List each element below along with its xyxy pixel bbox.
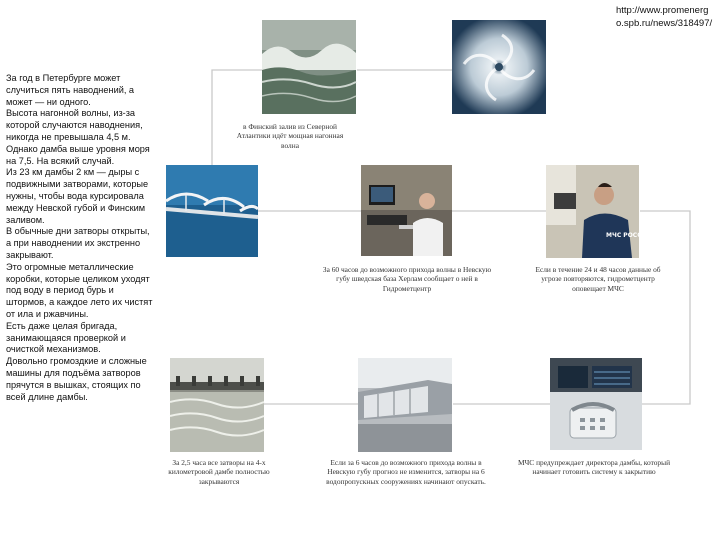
caption-dam-close: За 2,5 часа все затворы на 4-х километровой дамбе полностью закрываются [168,458,270,486]
control-room-node [550,358,642,450]
cyclone-node [452,20,546,114]
left-text-line: В обычные дни затворы открыты, а при наводнении их экстренно закрывают. [6,226,150,260]
connector-mchs-control [640,211,690,404]
dam-bridge-node [166,165,258,257]
cyclone-satellite-icon [452,20,546,114]
mchs-officer-icon [546,165,652,258]
gate-structure-icon [358,358,452,452]
dam-bridge-icon [166,165,258,257]
left-text-line: Из 23 км дамбы 2 км — дыры с подвижными затворами, которые нужны, чтобы вода курсировала между Невской губой и Финским заливом. [6,167,149,225]
hydromet-operator-icon [361,165,452,256]
left-text-line: Есть даже целая бригада, занимающаяся проверкой и очисткой механизмов. [6,320,126,355]
left-description [6,73,156,403]
caption-mchs: Если в течение 24 и 48 часов данные об угрозе повторяются, гидрометцентр оповещает МЧС [535,265,661,293]
left-text-line: Довольно громоздкие и сложные машины для подъёма затворов прячутся в вышках, стоящих по всей длине дамбы. [6,356,147,402]
storm-wave-icon [262,20,356,114]
gate-node [358,358,452,452]
caption-director: МЧС предупреждает директора дамбы, который начинает готовить систему к закрытию [517,458,671,477]
sluice-node [170,358,264,452]
source-url[interactable]: http://www.promenergo.spb.ru/news/318497/ [616,5,713,29]
badge-text: МЧС РОССИИ [606,232,652,239]
caption-gates: Если за 6 часов до возможного прихода волны в Невскую губу прогноз не изменится, затворы на 6 водопропускных сооружениях начинают опускать. [326,458,486,486]
wave-node [262,20,356,114]
sluice-water-icon [170,358,264,452]
left-text-line: За год в Петербурге может случиться пять наводнений, а может — ни одного. [6,73,135,107]
caption-wave: в Финский залив из Северной Атлантики идёт мощная нагонная волна [236,122,344,150]
operator-node [361,165,452,256]
left-text-line: Это огромные металлические коробки, которые целиком уходят под воду в период бурь и штормов, а каждое лето их чистят от ила и ржавчины. [6,261,153,319]
left-text-line: Однако дамба выше уровня моря на 7,5. На всякий случай. [6,143,150,166]
control-room-phone-icon [550,358,642,450]
mchs-node [546,165,652,258]
caption-hydromet: За 60 часов до возможного прихода волны в Невскую губу шведская база Херлам сообщает о ней в Гидрометцентр [322,265,492,293]
left-text-line: Высота нагонной волны, из-за которой случаются наводнения, никогда не превышала 4,5 м. [6,108,143,142]
